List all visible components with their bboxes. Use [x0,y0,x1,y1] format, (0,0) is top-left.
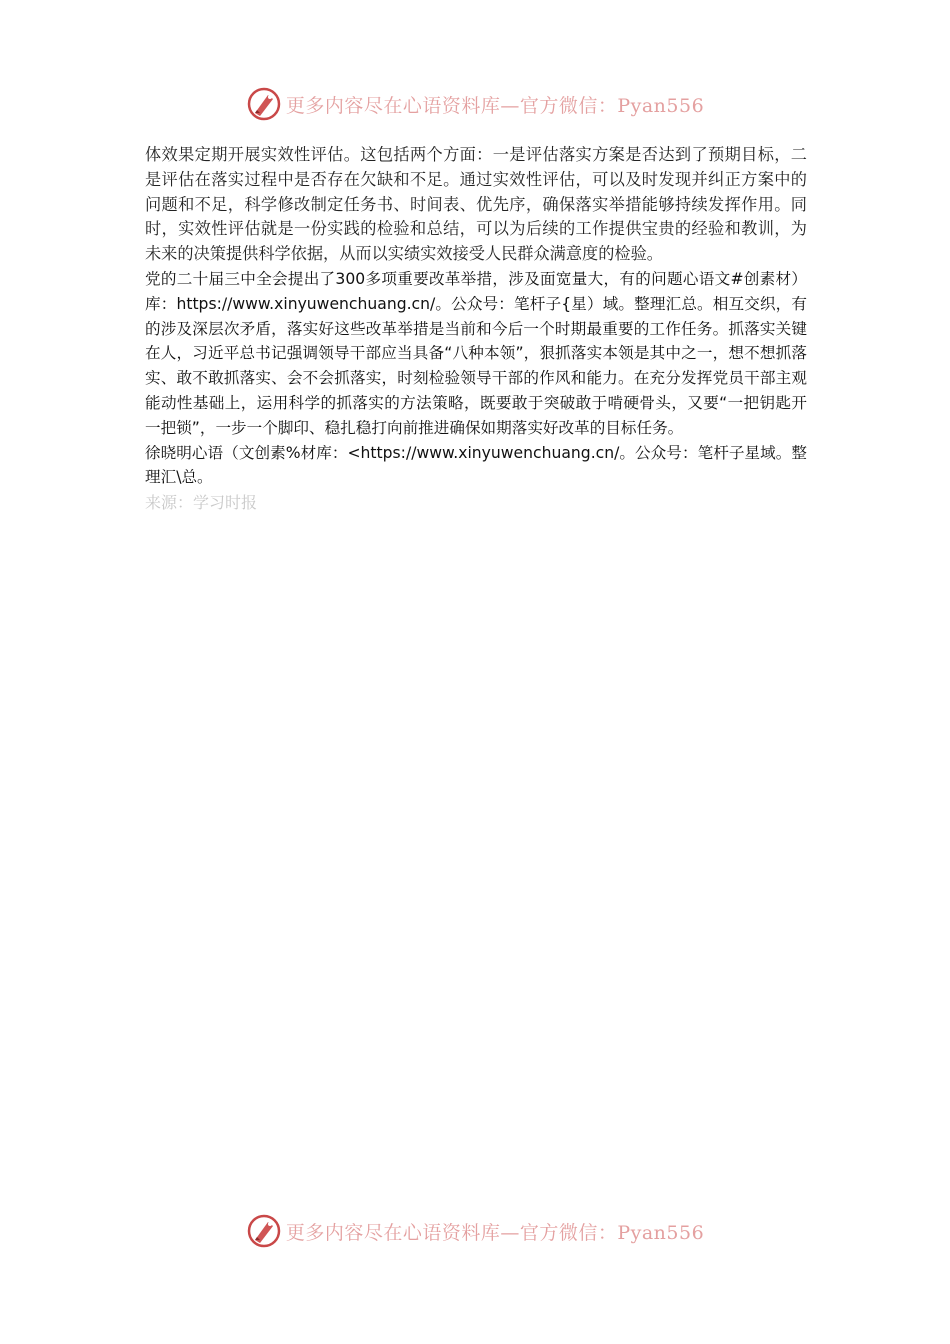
document-body [145,143,807,516]
pen-nib-logo-icon [246,1213,282,1249]
header-banner-text: 更多内容尽在心语资料库—官方微信：Pyan556 [285,94,705,117]
pen-nib-logo-icon [246,86,282,122]
paragraph-author-note: 徐晓明心语（文创素%材库：<https://www.xinyuwenchuang.cn/。公众号：笔杆子星域。整理汇\总。 [145,443,807,487]
header-banner [0,82,950,126]
paragraph-evaluation: 体效果定期开展实效性评估。这包括两个方面：一是评估落实方案是否达到了预期目标，二是评估在落实过程中是否存在欠缺和不足。通过实效性评估，可以及时发现并纠正方案中的问题和不足，科学修改制定任务书、时间表、优先序，确保落实举措能够持续发挥作用。同时，实效性评估就是一份实践的检验和总结，可以为后续的工作提供宝贵的经验和教训，为未来的决策提供科学依据，从而以实绩实效接受人民群众满意度的检验。 [145,145,807,264]
paragraph-reform-measures: 党的二十届三中全会提出了300多项重要改革举措，涉及面宽量大，有的问题心语文#创素材）库：https://www.xinyuwenchuang.cn/。公众号：笔杆子{星）域。整理汇总。相互交织，有的涉及深层次矛盾，落实好这些改革举措是当前和今后一个时期最重要的工作任务。抓落实关键在人，习近平总书记强调领导干部应当具备“八种本领”，狠抓落实本领是其中之一，想不想抓落实、敢不敢抓落实、会不会抓落实，时刻检验领导干部的作风和能力。在充分发挥党员干部主观能动性基础上，运用科学的抓落实的方法策略，既要敢于突破敢于啃硬骨头，又要“一把钥匙开一把锁”，一步一个脚印、稳扎稳打向前推进确保如期落实好改革的目标任务。 [145,269,807,437]
footer-banner [0,1209,950,1253]
source-line: 来源：学习时报 [145,493,258,513]
footer-banner-text: 更多内容尽在心语资料库—官方微信：Pyan556 [285,1221,705,1244]
